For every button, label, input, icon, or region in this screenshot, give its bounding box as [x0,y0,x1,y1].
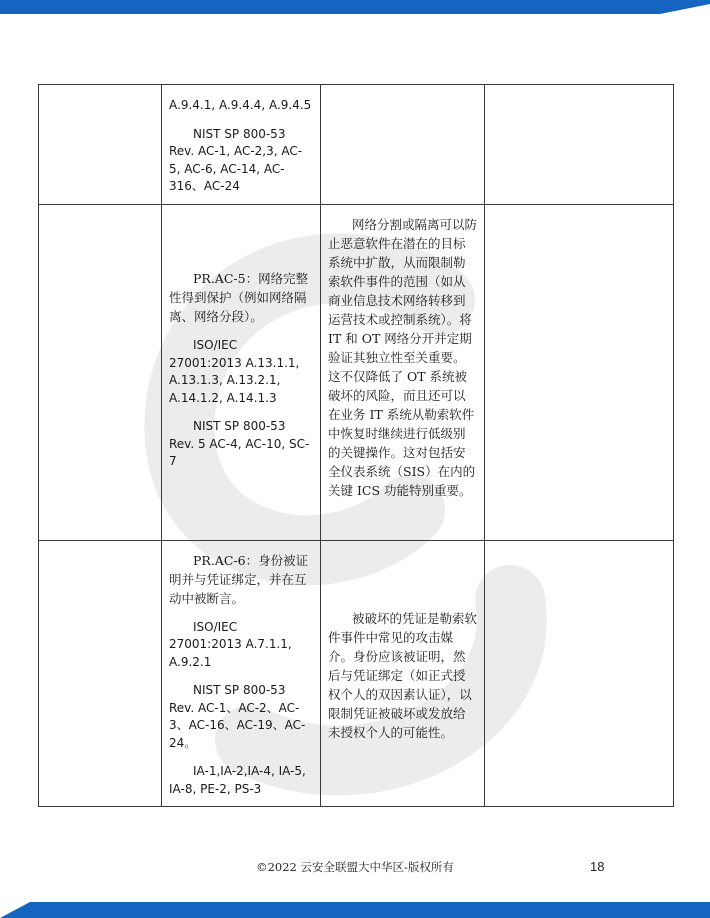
table-cell-empty [321,85,485,205]
top-blue-band [0,0,710,14]
reference-text: A.9.4.1, A.9.4.4, A.9.4.5 [169,98,312,112]
reference-text: ISO/IEC 27001:2013 A.7.1.1, A.9.2.1 [169,619,292,669]
reference-text: NIST SP 800-53 Rev. AC-1、AC-2、AC-3、AC-16、AC-19、AC-24。 [169,683,306,750]
table-cell-references [162,204,321,540]
table-cell-empty [39,540,162,807]
reference-text: IA-1,IA-2,IA-4, IA-5, IA-8, PE-2, PS-3 [169,764,306,796]
page-number: 18 [590,859,605,874]
table-cell-references [162,540,321,807]
control-statement: PR.AC-6：身份被证明并与凭证绑定，并在互动中被断言。 [169,552,309,606]
table-row [39,204,674,540]
bottom-blue-band [0,902,710,918]
table-cell-empty [39,204,162,540]
table-row [39,85,674,205]
footer-copyright: ©2022 云安全联盟大中华区-版权所有 [256,860,454,874]
table-cell-empty [485,540,674,807]
controls-table [38,84,674,807]
reference-text: NIST SP 800-53 Rev. 5 AC-4, AC-10, SC-7 [169,419,310,469]
guidance-text: 被破坏的凭证是勒索软件事件中常见的攻击媒介。身份应该被证明，然后与凭证绑定（如正式授权个人的双因素认证），以限制凭证被破坏或发放给未授权个人的可能性。 [328,610,478,740]
reference-text: ISO/IEC 27001:2013 A.13.1.1, A.13.1.3, A.13.2.1, A.14.1.2, A.14.1.3 [169,338,300,405]
table-cell-empty [39,85,162,205]
table-cell-references [162,85,321,205]
table-cell-empty [485,85,674,205]
guidance-text: 网络分割或隔离可以防止恶意软件在潜在的目标系统中扩散，从而限制勒索软件事件的范围（如从商业信息技术网络转移到运营技术或控制系统）。将 IT 和 OT 网络分开并定期验证其独立性至关重要。这不仅降低了 OT 系统被破坏的风险，而且还可以在业务 IT 系统从勒索软件中恢复时继续进行低级别的关键操作。这对包括安全仪表系统（SIS）在内的关键 ICS 功能特别重要。 [328,216,478,498]
table-cell-guidance [321,540,485,807]
reference-text: NIST SP 800-53 Rev. AC-1, AC-2,3, AC-5, AC-6, AC-14, AC-316、AC-24 [169,126,303,193]
control-statement: PR.AC-5：网络完整性得到保护（例如网络隔离、网络分段）。 [169,271,309,325]
table-cell-guidance [321,204,485,540]
table-cell-empty [485,204,674,540]
table-row [39,540,674,807]
